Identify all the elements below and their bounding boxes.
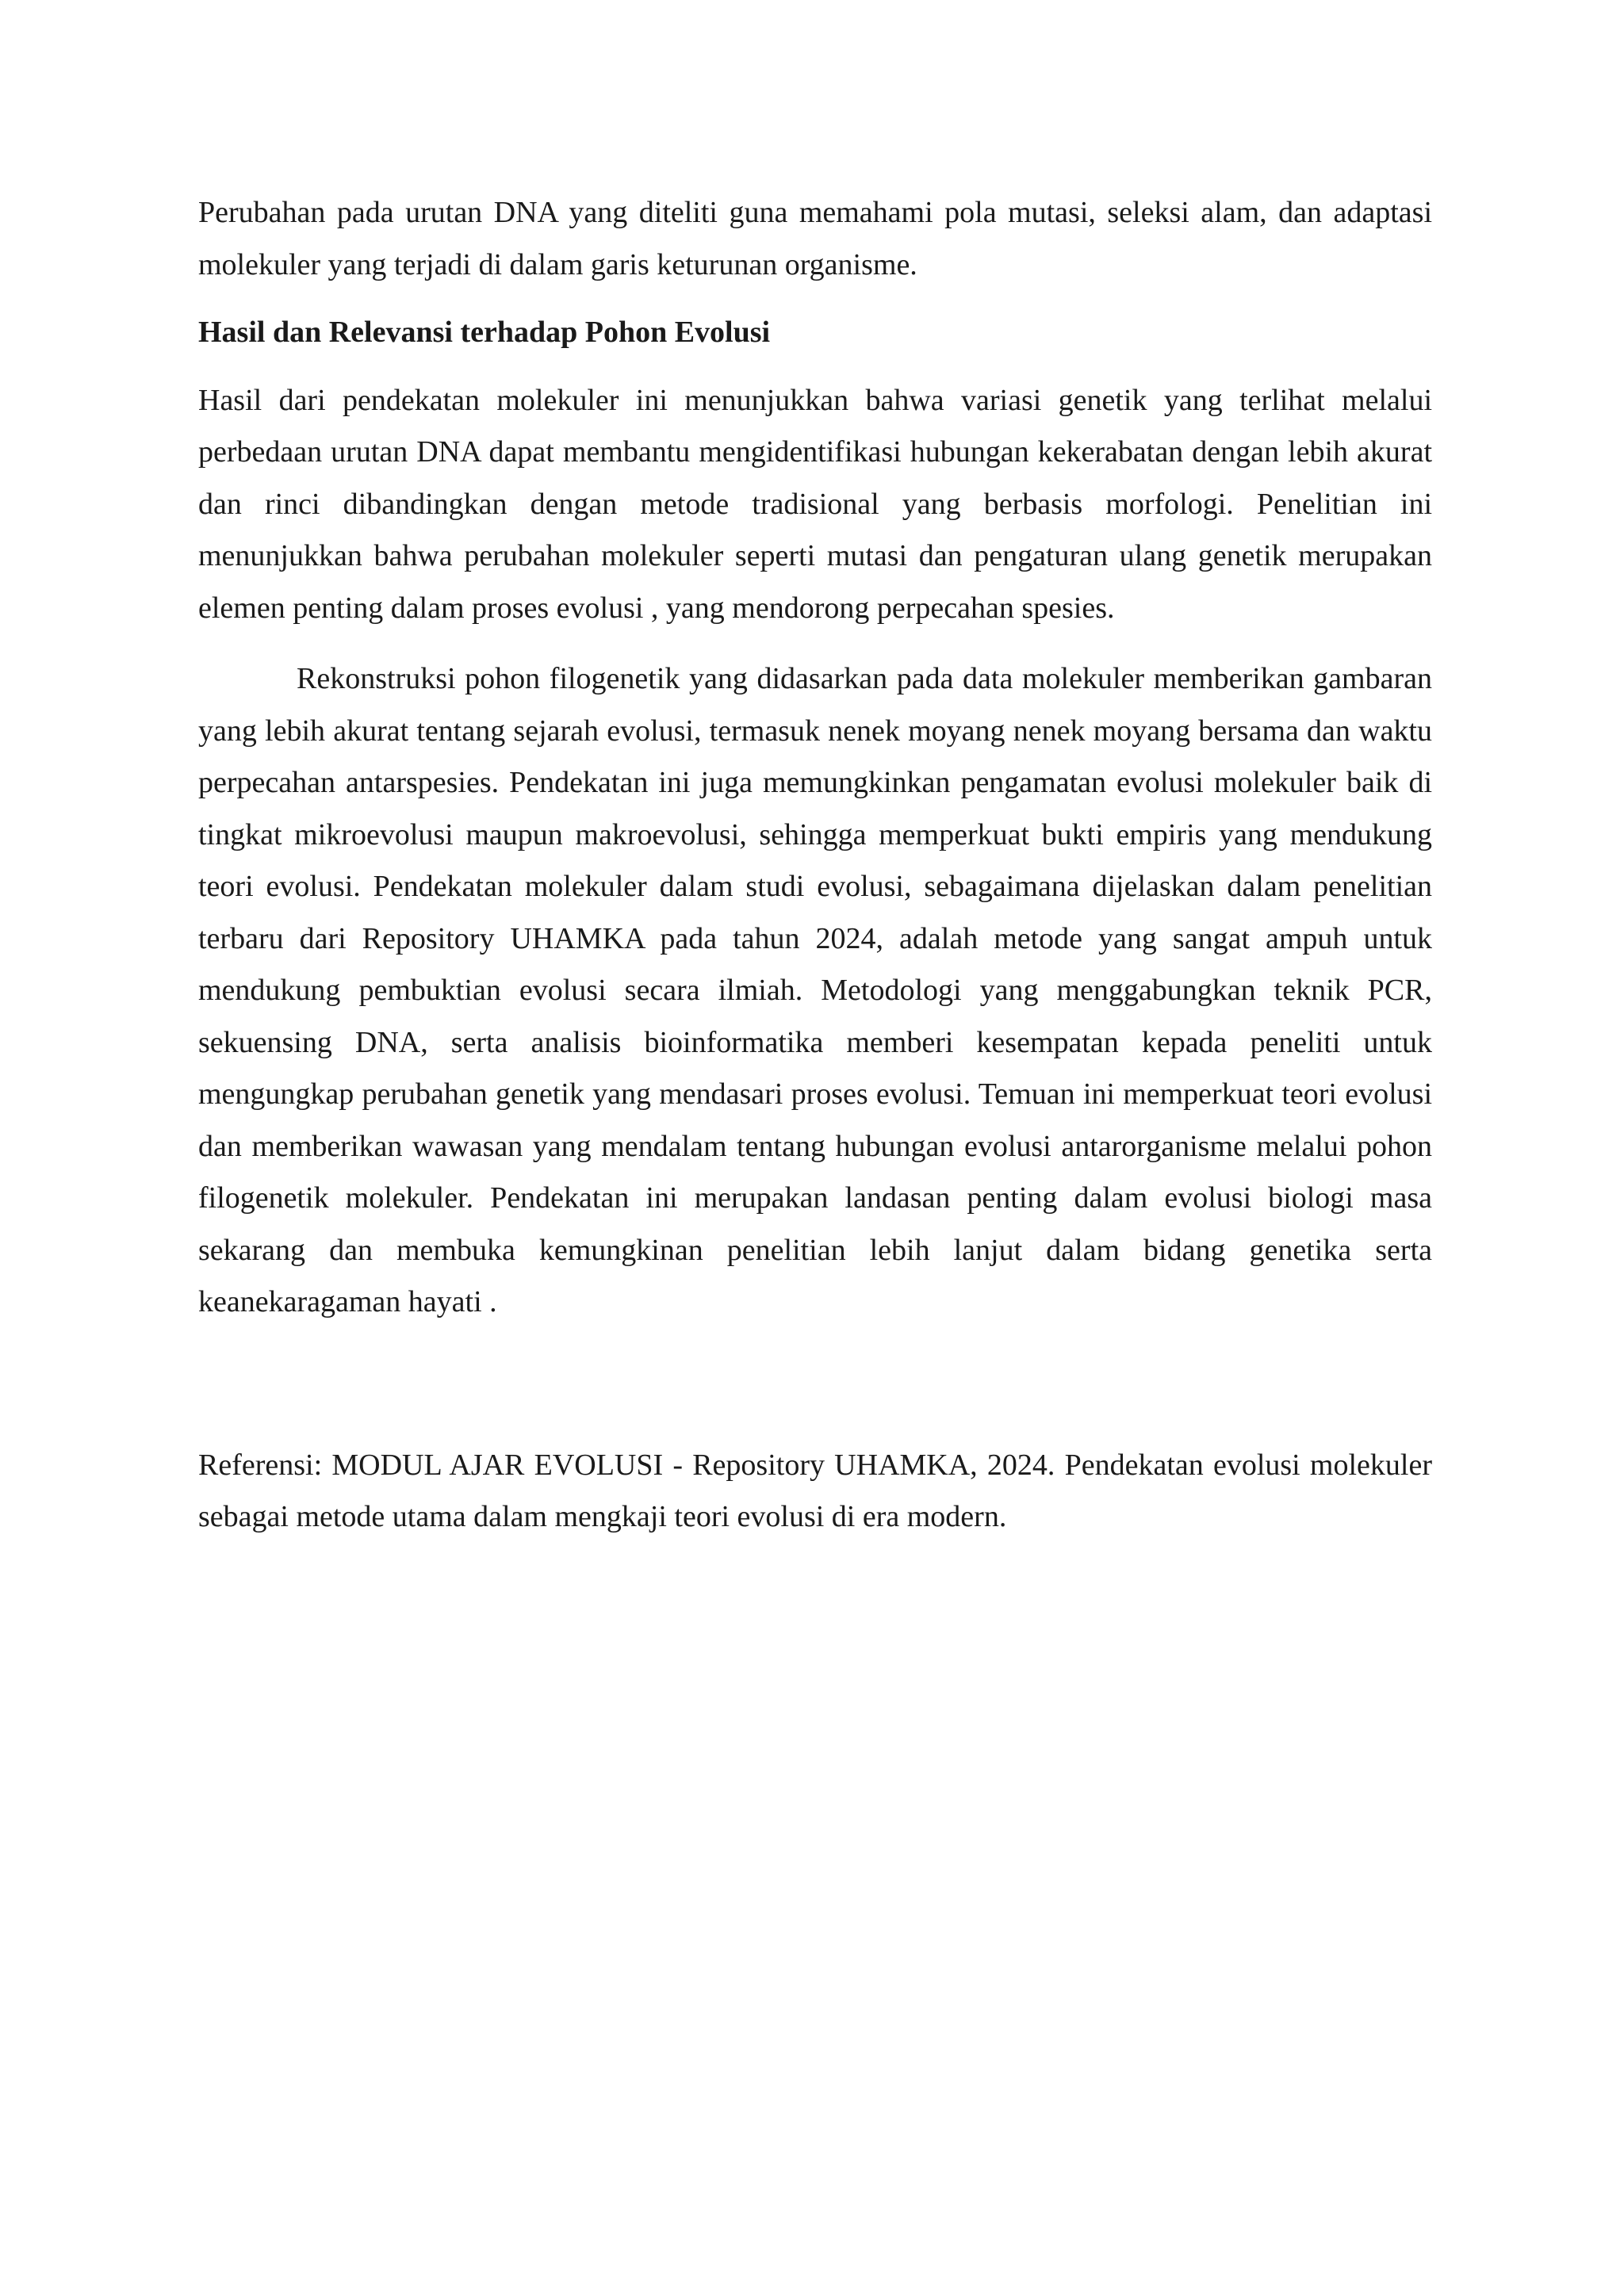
spacer xyxy=(198,634,1432,653)
spacer xyxy=(198,359,1432,375)
paragraph-results: Hasil dari pendekatan molekuler ini menunjukkan bahwa variasi genetik yang terlihat melalui perbedaan urutan DNA dapat membantu mengidentifikasi hubungan kekerabatan dengan lebih akurat dan rinci dibandingkan dengan metode tradisional yang berbasis morfologi. Penelitian ini menunjukkan bahwa perubahan molekuler seperti mutasi dan pengaturan ulang genetik merupakan elemen penting dalam proses evolusi , yang mendorong perpecahan spesies. xyxy=(198,383,1432,625)
spacer xyxy=(198,291,1432,307)
document-page xyxy=(198,187,1432,1544)
paragraph-reconstruction: Rekonstruksi pohon filogenetik yang didasarkan pada data molekuler memberikan gambaran yang lebih akurat tentang sejarah evolusi, termasuk nenek moyang nenek moyang bersama dan waktu perpecahan antarspesies. Pendekatan ini juga memungkinkan pengamatan evolusi molekuler baik di tingkat mikroevolusi maupun makroevolusi, sehingga memperkuat bukti empiris yang mendukung teori evolusi. Pendekatan molekuler dalam studi evolusi, sebagaimana dijelaskan dalam penelitian terbaru dari Repository UHAMKA pada tahun 2024, adalah metode yang sangat ampuh untuk mendukung pembuktian evolusi secara ilmiah. Metodologi yang menggabungkan teknik PCR, sekuensing DNA, serta analisis bioinformatika memberi kesempatan kepada peneliti untuk mengungkap perubahan genetik yang mendasari proses evolusi. Temuan ini memperkuat teori evolusi dan memberikan wawasan yang mendalam tentang hubungan evolusi antarorganisme melalui pohon filogenetik molekuler. Pendekatan ini merupakan landasan penting dalam evolusi biologi masa sekarang dan membuka kemungkinan penelitian lebih lanjut dalam bidang genetika serta keanekaragaman hayati . xyxy=(198,662,1432,1318)
spacer xyxy=(198,1329,1432,1440)
reference-text: Referensi: MODUL AJAR EVOLUSI - Repository UHAMKA, 2024. Pendekatan evolusi molekuler sebagai metode utama dalam mengkaji teori evolusi di era modern. xyxy=(198,1448,1432,1533)
paragraph-intro: Perubahan pada urutan DNA yang diteliti guna memahami pola mutasi, seleksi alam, dan adaptasi molekuler yang terjadi di dalam garis keturunan organisme. xyxy=(198,196,1432,281)
section-heading: Hasil dan Relevansi terhadap Pohon Evolusi xyxy=(198,316,771,349)
